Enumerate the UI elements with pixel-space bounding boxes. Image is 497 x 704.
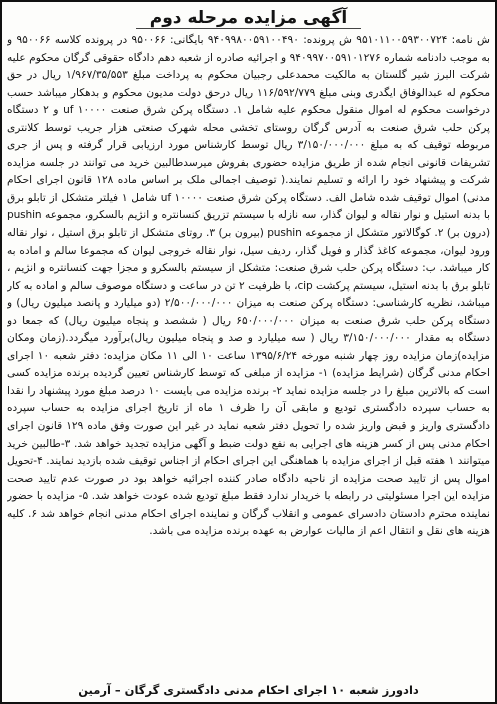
notice-body: ش نامه: ۹۵۱۰۱۱۰۰۵۹۳۰۰۷۲۴ ش پرونده: ۹۴۰۹۹۸۰۰۵۹۱۰۰۴۹۰ بایگانی: ۹۵۰۰۶۶ در پرونده کلاسه ۹۵۰۰۶۶ و به موجب دادنامه شماره ۹۴۰۹۹۷۰۰۵۹۱۰۱۲۷۶ و اجرائیه صادره از شعبه دهم دادگاه حقوقی گرگان محکوم علیه شرکت البرز شیر گلستان به مالکیت محمدعلی رجبیان محکوم به پرداخت مبلغ ۱/۹۶۷/۳۵/۵۵۳ ریال در حق محکوم له عبدالوفاق ایگدری وبنی مبلغ ۱۱۶/۵۹۲/۷۷۹ ریال درحق دولت مدیون محکوم و بدهکار میباشد حسب درخواست محکوم له اموال منقول محکوم علیه شامل ۱. دستگاه پرکن شرق صنعت uf ۱۰۰۰۰ و ۲ دستگاه پرکن حلب شرق صنعت به آدرس گرگان روستای تخشی محله شهرک صنعتی هزار جریب توسط کلانتری مربوطه توقیف که به مبلغ ۳/۱۵۰/۰۰۰/۰۰۰ ریال توسط کارشناس مورد ارزیابی قرار گرفته و پس از جری تشریفات قانونی انجام شده از طریق مزایده حضوری بفروش میرسدطالبین خرید می توانند در جلسه مزایده شرکت و پیشنهاد خود را ارائه و تسلیم نمایند.( توصیف اجمالی ملک بر اساس ماده ۱۲۸ قانون اجرای احکام مدنی) اموال توقیف شده شامل الف. دستگاه پرکن شرق صنعت uf ۱۰۰۰۰ شامل ۱ فیلتر متشکل از تابلو برق با بدنه استیل و نوار نقاله و لیوان گذار، سه نازله با سیستم تزریق کنسانتره و انژیم بالسکرو، مجموعه pushin (درون بر) ۲. کوگالاتور متشکل از مجموعه pushin (بیرون بر) ۳. روتای متشکل از تابلو برق استیل ، نوار نقاله ورود لیوان، مجموعه کاغذ گذار و فویل گذار، ردیف سیل، نوار نقاله خروجی لیوان که مجموعا سالم و اماده به کار میباشد. ب: دستگاه پرکن حلب شرق صنعت: متشکل از سیستم بالسکرو و مجزا جهت کنسانتره و انژیم ، تابلو برق با بدنه استیل، سیستم پرکشت cip، با ظرفیت ۲ تن در ساعت و دستگاه موصوف سالم و اماده به کار میباشد، نظریه کارشناسی: دستگاه پرکن صنعت به میزان ۲/۵۰۰/۰۰۰/۰۰۰ (دو میلیارد و پانصد میلیون ریال) و دستگاه پرکن حلب شرق صنعت به میزان ۶۵۰/۰۰۰/۰۰۰ ریال ( ششصد و پنجاه میلیون ریال) که جمعا دو دستگاه به مقدار ۳/۱۵۰/۰۰۰/۰۰۰ ریال ( سه میلیارد و صد و پنجاه میلیون ریال)برآورد میگردد.(زمان ومکان مزایده)زمان مزایده روز چهار شنبه مورخه ۱۳۹۵/۶/۲۴ ساعت ۱۰ الی ۱۱ مکان مزایده: دفتر شعبه ۱۰ اجرای احکام مدنی گرگان (شرایط مزایده) ۱- مزایده از مبلغی که توسط کارشناس تعیین گردیده برنده مزایده کسی است که بالاترین مبلغ را در جلسه مزایده نماید ۲- برنده مزایده می بایست ۱۰ درصد مبلغ مورد پیشنهاد را نقدا به حساب سپرده دادگستری تودیع و مابقی آن را ظرف ۱ ماه از تاریخ اجرای مزایده به حساب سپرده دادگستری واریز و قبض واریز شده را تحویل دفتر شعبه نماید در غیر این صورت وفق ماده ۱۲۹ قانون اجرای احکام مدنی پس از کسر هزینه های اجرایی به نفع دولت ضبط و آگهی مزایده تجدید خواهد شد. ۳-طالبین خرید میتوانند ۱ هفته قبل از اجرای مزایده با هماهنگی این اجرای احکام از اجناس توقیف شده بازدید نمایند. ۴-تحویل اموال پس از تایید صحت مزایده از ناحیه دادگاه صادر کننده اجرائیه خواهد بود در صورت عدم تایید صحت مزایده این اجرا مسئولیتی در رابطه با خریدار ندارد فقط مبلغ تودیع شده عودت خواهد شد. ۵- مزایده با حضور نماینده محترم دادستان دادسرای عمومی و انقلاب گرگان و نماینده اجرای احکام مدنی انجام خواهد شد ۶. کلیه هزینه های نقل و انتقال اعم از مالیات عوارض به عهده برنده مزایده می باشد. — [7, 34, 490, 538]
title-row — [7, 6, 490, 30]
notice-signature: دادورز شعبه ۱۰ اجرای احکام مدنی دادگستری گرگان – آرمین — [78, 683, 419, 697]
notice-title: آگهی مزایده مرحله دوم — [136, 8, 361, 29]
